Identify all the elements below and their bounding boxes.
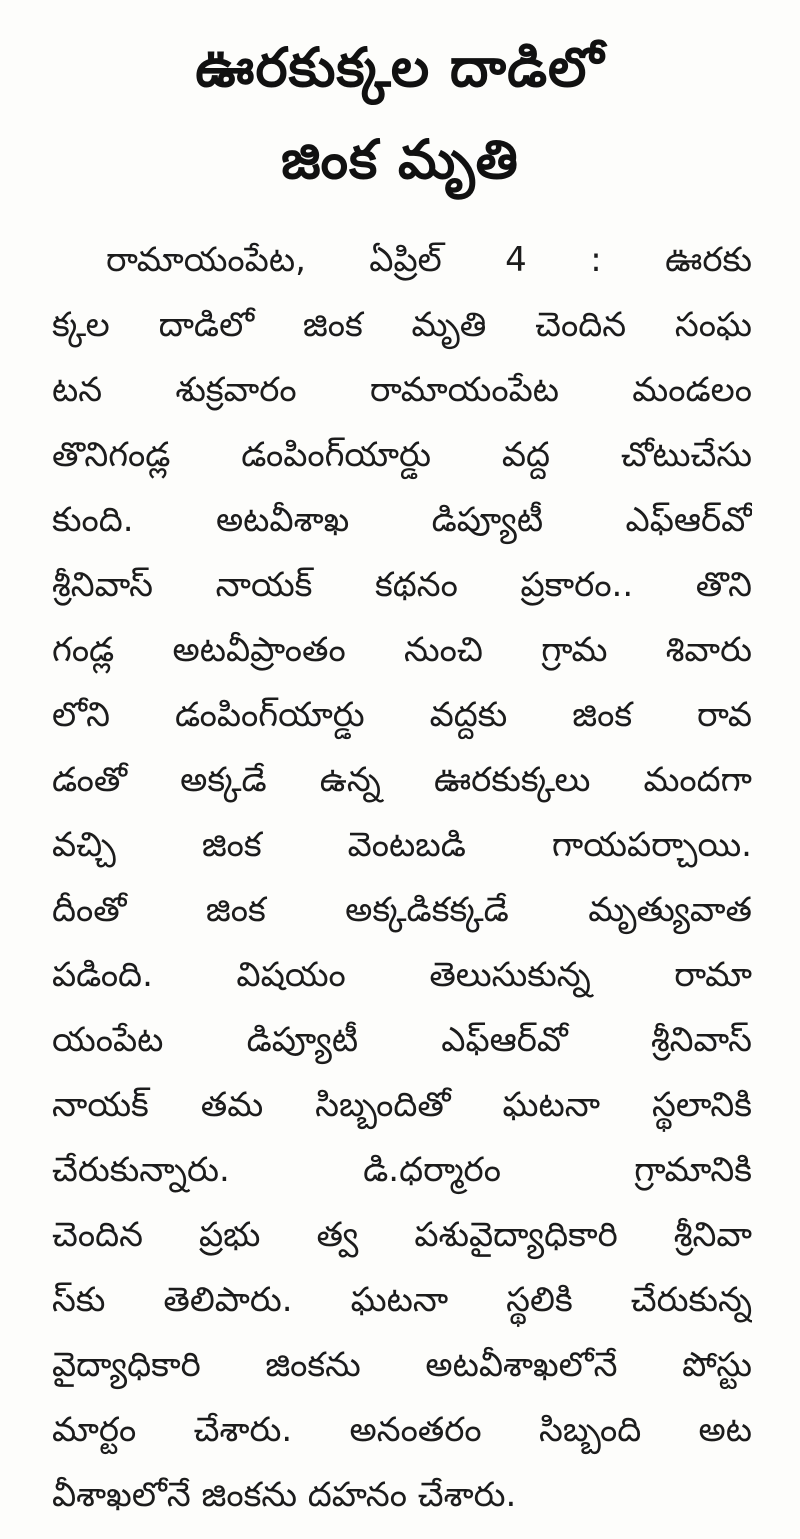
article-line: క్కల దాడిలో జింక మృతి చెందిన సంఘ (52, 305, 752, 345)
article-line: చేరుకున్నారు. డి.ధర్మారం గ్రామానికి (52, 1150, 752, 1190)
article-line: చెందిన ప్రభు త్వ పశువైద్యాధికారి శ్రీనివా (52, 1215, 752, 1255)
article-line: యంపేట డిప్యూటీ ఎఫ్‌ఆర్‌వో శ్రీనివాస్ (52, 1020, 752, 1060)
article-line: టన శుక్రవారం రామాయంపేట మండలం (52, 370, 752, 410)
article-line: వైద్యాధికారి జింకను అటవీశాఖలోనే పోస్టు (52, 1345, 752, 1385)
article-line: పడింది. విషయం తెలుసుకున్న రామా (52, 955, 752, 995)
headline-line-2: జింక మృతి (281, 128, 519, 191)
article-line: డంతో అక్కడే ఉన్న ఊరకుక్కలు మందగా (52, 760, 752, 800)
article-line: కుంది. అటవీశాఖ డిప్యూటీ ఎఫ్‌ఆర్‌వో (52, 500, 752, 540)
article-line: గండ్ల అటవీప్రాంతం నుంచి గ్రామ శివారు (52, 630, 752, 670)
article-line: స్‌కు తెలిపారు. ఘటనా స్థలికి చేరుకున్న (52, 1280, 752, 1320)
article-line: రామాయంపేట, ఏప్రిల్ 4 : ఊరకు (106, 240, 752, 280)
article-line: మార్టం చేశారు. అనంతరం సిబ్బంది అట (52, 1410, 752, 1450)
article-line: శ్రీనివాస్ నాయక్ కథనం ప్రకారం.. తొని (52, 565, 752, 605)
article-line: లోని డంపింగ్‌యార్డు వద్దకు జింక రావ (52, 695, 752, 735)
article-line: వచ్చి జింక వెంటబడి గాయపర్చాయి. (52, 825, 752, 865)
article-line: దీంతో జింక అక్కడికక్కడే మృత్యువాత (52, 890, 752, 930)
article-line: నాయక్ తమ సిబ్బందితో ఘటనా స్థలానికి (52, 1085, 752, 1125)
article-line: వీశాఖలోనే జింకను దహనం చేశారు. (52, 1475, 517, 1515)
article-line: తొనిగండ్ల డంపింగ్‌యార్డు వద్ద చోటుచేసు (52, 435, 752, 475)
headline (0, 22, 800, 206)
headline-line-1: ఊరకుక్కల దాడిలో (195, 36, 605, 99)
article-body (52, 228, 752, 1528)
